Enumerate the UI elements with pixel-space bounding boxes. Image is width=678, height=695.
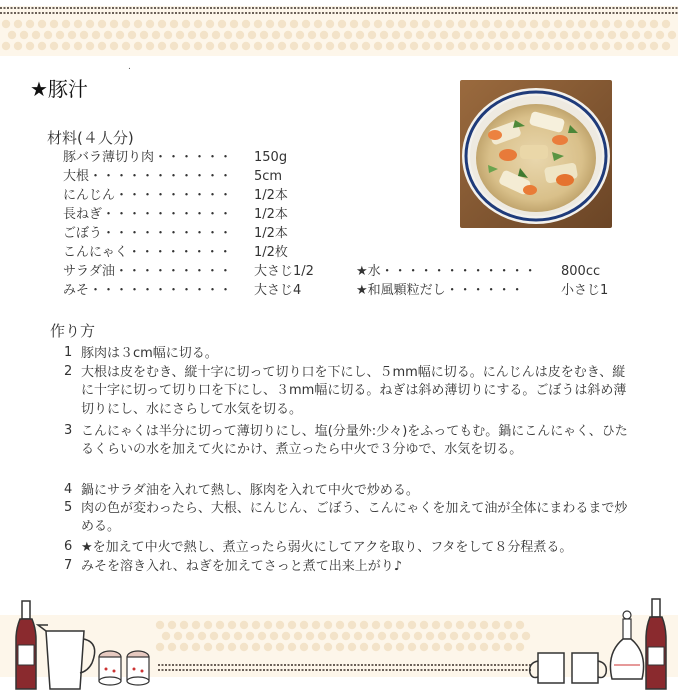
- ingredient-amount: 800cc: [561, 264, 601, 279]
- step-number: 3: [64, 423, 73, 438]
- ingredients-heading: 材料(４人分): [47, 129, 134, 147]
- ingredient-name: ★和風顆粒だし・・・・・・: [356, 283, 524, 298]
- step-text: 鍋にサラダ油を入れて熱し、豚肉を入れて中火で炒める。: [81, 483, 419, 498]
- extra-ingredient-row: [356, 262, 626, 281]
- step-number: 5: [64, 500, 73, 515]
- step-text: ★を加えて中火で熱し、煮立ったら弱火にしてアクを取り、フタをして８分程煮る。: [81, 540, 573, 555]
- shaker-icon: [127, 651, 149, 685]
- ingredient-row: [63, 281, 363, 300]
- ingredient-amount: 5cm: [254, 169, 283, 184]
- ingredient-amount: 1/2本: [254, 188, 288, 203]
- ingredient-name: 大根・・・・・・・・・・・: [63, 169, 233, 184]
- top-decorative-border: [0, 0, 678, 60]
- ingredient-amount: 大さじ4: [254, 283, 302, 298]
- ingredient-row: [63, 243, 363, 262]
- ingredient-name: 豚バラ薄切り肉・・・・・・: [63, 150, 233, 165]
- ingredient-amount: 1/2本: [254, 226, 288, 241]
- ingredient-name: こんにゃく・・・・・・・・: [63, 245, 232, 260]
- ingredient-amount: 1/2枚: [254, 245, 288, 260]
- step-text: こんにゃくは半分に切って薄切りにし、塩(分量外:少々)をふってもむ。鍋にこんにゃく、ひたるくらいの水を加えて火にかけ、煮立ったら中火で３分ゆで、水気を切る。: [81, 424, 628, 458]
- ingredient-amount: 大さじ1/2: [254, 264, 314, 279]
- step-number: 7: [64, 558, 73, 573]
- ingredient-name: 長ねぎ・・・・・・・・・・: [63, 207, 233, 222]
- soup-photo: [460, 80, 612, 228]
- ingredient-row: [63, 148, 363, 167]
- step-number: 4: [64, 482, 73, 497]
- step-text: 肉の色が変わったら、大根、にんじん、ごぼう、こんにゃくを加えて油が全体にまわるまで炒める。: [81, 501, 628, 535]
- wine-bottle-icon: [646, 599, 666, 689]
- step-text: みそを溶き入れ、ねぎを加えてさっと煮て出来上がり♪: [81, 559, 403, 574]
- step-text: 豚肉は３cm幅に切る。: [81, 346, 218, 361]
- ingredient-name: サラダ油・・・・・・・・・: [63, 264, 232, 279]
- ingredient-name: ごぼう・・・・・・・・・・: [63, 226, 233, 241]
- wine-bottle-icon: [16, 601, 36, 689]
- ingredient-row: [63, 167, 363, 186]
- step-number: 2: [64, 364, 73, 379]
- shaker-icon: [99, 651, 121, 685]
- ingredient-row: [63, 224, 363, 243]
- ingredient-name: みそ・・・・・・・・・・・: [63, 283, 233, 298]
- ingredient-amount: 小さじ1: [561, 283, 609, 298]
- extra-ingredient-row: [356, 281, 626, 300]
- ingredient-row: [63, 186, 363, 205]
- stray-dot: .: [128, 62, 131, 72]
- steps-heading: 作り方: [50, 322, 96, 340]
- ingredient-amount: 150g: [254, 150, 288, 165]
- step-text: 大根は皮をむき、縦十字に切って切り口を下にし、５mm幅に切る。にんじんは皮をむき、縦に十字に切って切り口を下にし、３mm幅に切る。ねぎは斜め薄切りにする。ごぼうは斜め薄切りにし、水にさらして水気を切る。: [81, 365, 627, 417]
- ingredient-name: にんじん・・・・・・・・・: [63, 188, 233, 203]
- recipe-title: ★豚汁: [30, 77, 88, 101]
- ingredient-row: [63, 262, 363, 281]
- ingredient-amount: 1/2本: [254, 207, 288, 222]
- ingredient-name: ★水・・・・・・・・・・・・: [356, 264, 537, 279]
- step-number: 6: [64, 539, 73, 554]
- step-number: 1: [64, 345, 73, 360]
- ingredient-row: [63, 205, 363, 224]
- bottom-kitchen-decoration: [0, 595, 678, 695]
